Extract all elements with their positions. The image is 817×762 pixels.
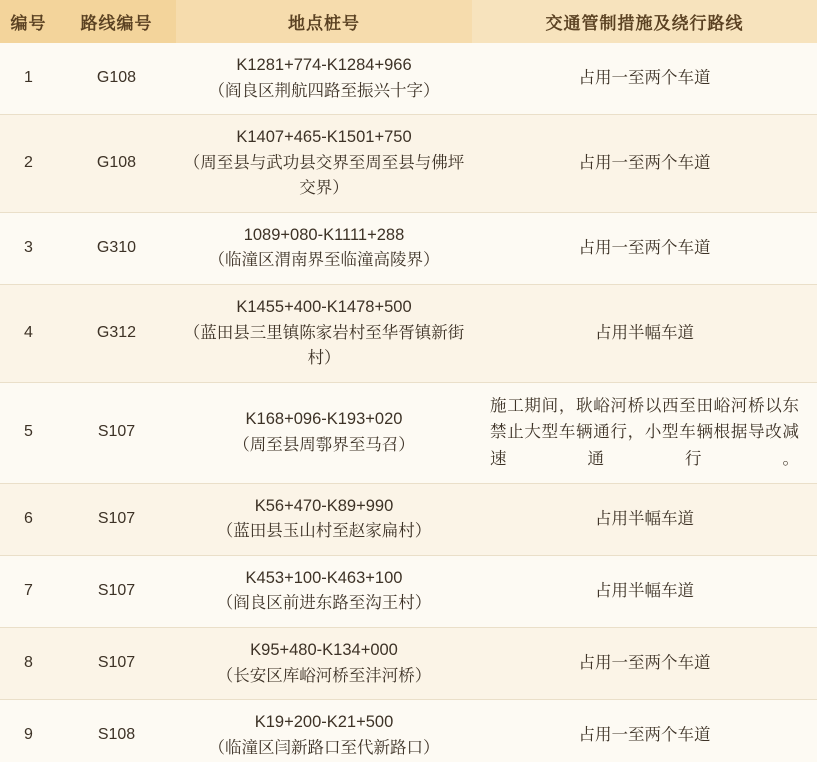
cell-index: 1 (0, 43, 57, 115)
station-note: （阎良区荆航四路至振兴十字） (208, 81, 440, 100)
cell-station (176, 555, 472, 627)
table-row (0, 382, 817, 483)
cell-route: G108 (57, 43, 176, 115)
cell-index: 7 (0, 555, 57, 627)
cell-route: S107 (57, 483, 176, 555)
station-range: K19+200-K21+500 (254, 713, 394, 732)
station-range: K453+100-K463+100 (245, 568, 403, 587)
station-range: K1407+465-K1501+750 (236, 128, 412, 147)
station-note: （临潼区渭南界至临潼高陵界） (208, 251, 440, 270)
station-range: K1455+400-K1478+500 (236, 297, 412, 316)
table-body (0, 43, 817, 762)
table-row (0, 628, 817, 700)
cell-station (176, 284, 472, 382)
cell-index: 9 (0, 700, 57, 762)
cell-station (176, 382, 472, 483)
cell-station (176, 212, 472, 284)
header-traffic-measure: 交通管制措施及绕行路线 (472, 0, 817, 43)
cell-measure: 占用一至两个车道 (472, 212, 817, 284)
cell-station (176, 43, 472, 115)
table-row (0, 483, 817, 555)
cell-measure: 施工期间，耿峪河桥以西至田峪河桥以东禁止大型车辆通行，小型车辆根据导改减速通行。 (472, 382, 817, 483)
cell-measure: 占用一至两个车道 (472, 115, 817, 213)
header-location-station: 地点桩号 (176, 0, 472, 43)
cell-route: S107 (57, 628, 176, 700)
table-row (0, 555, 817, 627)
cell-route: S107 (57, 382, 176, 483)
header-route-number: 路线编号 (57, 0, 176, 43)
table-row (0, 284, 817, 382)
station-range: 1089+080-K1111+288 (243, 225, 405, 244)
station-range: K56+470-K89+990 (254, 496, 394, 515)
cell-route: G312 (57, 284, 176, 382)
station-range: K1281+774-K1284+966 (236, 56, 412, 74)
cell-route: G108 (57, 115, 176, 213)
table-row (0, 115, 817, 213)
station-note: （周至县周鄠界至马召） (233, 435, 415, 454)
cell-measure: 占用半幅车道 (472, 284, 817, 382)
cell-index: 6 (0, 483, 57, 555)
station-range: K168+096-K193+020 (245, 410, 403, 429)
table-row (0, 212, 817, 284)
cell-station (176, 483, 472, 555)
cell-index: 5 (0, 382, 57, 483)
cell-measure: 占用一至两个车道 (472, 628, 817, 700)
cell-route: S107 (57, 555, 176, 627)
station-note: （周至县与武功县交界至周至县与佛坪交界） (183, 153, 465, 198)
station-note: （阎良区前进东路至沟王村） (216, 594, 432, 613)
table-row (0, 700, 817, 762)
cell-route: S108 (57, 700, 176, 762)
header-index: 编号 (0, 0, 57, 43)
station-range: K95+480-K134+000 (250, 641, 398, 660)
cell-measure: 占用一至两个车道 (472, 700, 817, 762)
cell-measure: 占用半幅车道 (472, 555, 817, 627)
cell-station (176, 700, 472, 762)
station-note: （临潼区闫新路口至代新路口） (208, 738, 440, 757)
table-row (0, 43, 817, 115)
cell-station (176, 628, 472, 700)
station-note: （蓝田县玉山村至赵家扁村） (216, 522, 432, 541)
cell-index: 3 (0, 212, 57, 284)
cell-index: 2 (0, 115, 57, 213)
cell-index: 4 (0, 284, 57, 382)
cell-index: 8 (0, 628, 57, 700)
cell-route: G310 (57, 212, 176, 284)
cell-measure: 占用半幅车道 (472, 483, 817, 555)
station-note: （蓝田县三里镇陈家岩村至华胥镇新街村） (183, 323, 465, 368)
table-header-row (0, 0, 817, 43)
table-header (0, 0, 817, 43)
cell-measure: 占用一至两个车道 (472, 43, 817, 115)
station-note: （长安区库峪河桥至沣河桥） (216, 666, 432, 685)
cell-station (176, 115, 472, 213)
